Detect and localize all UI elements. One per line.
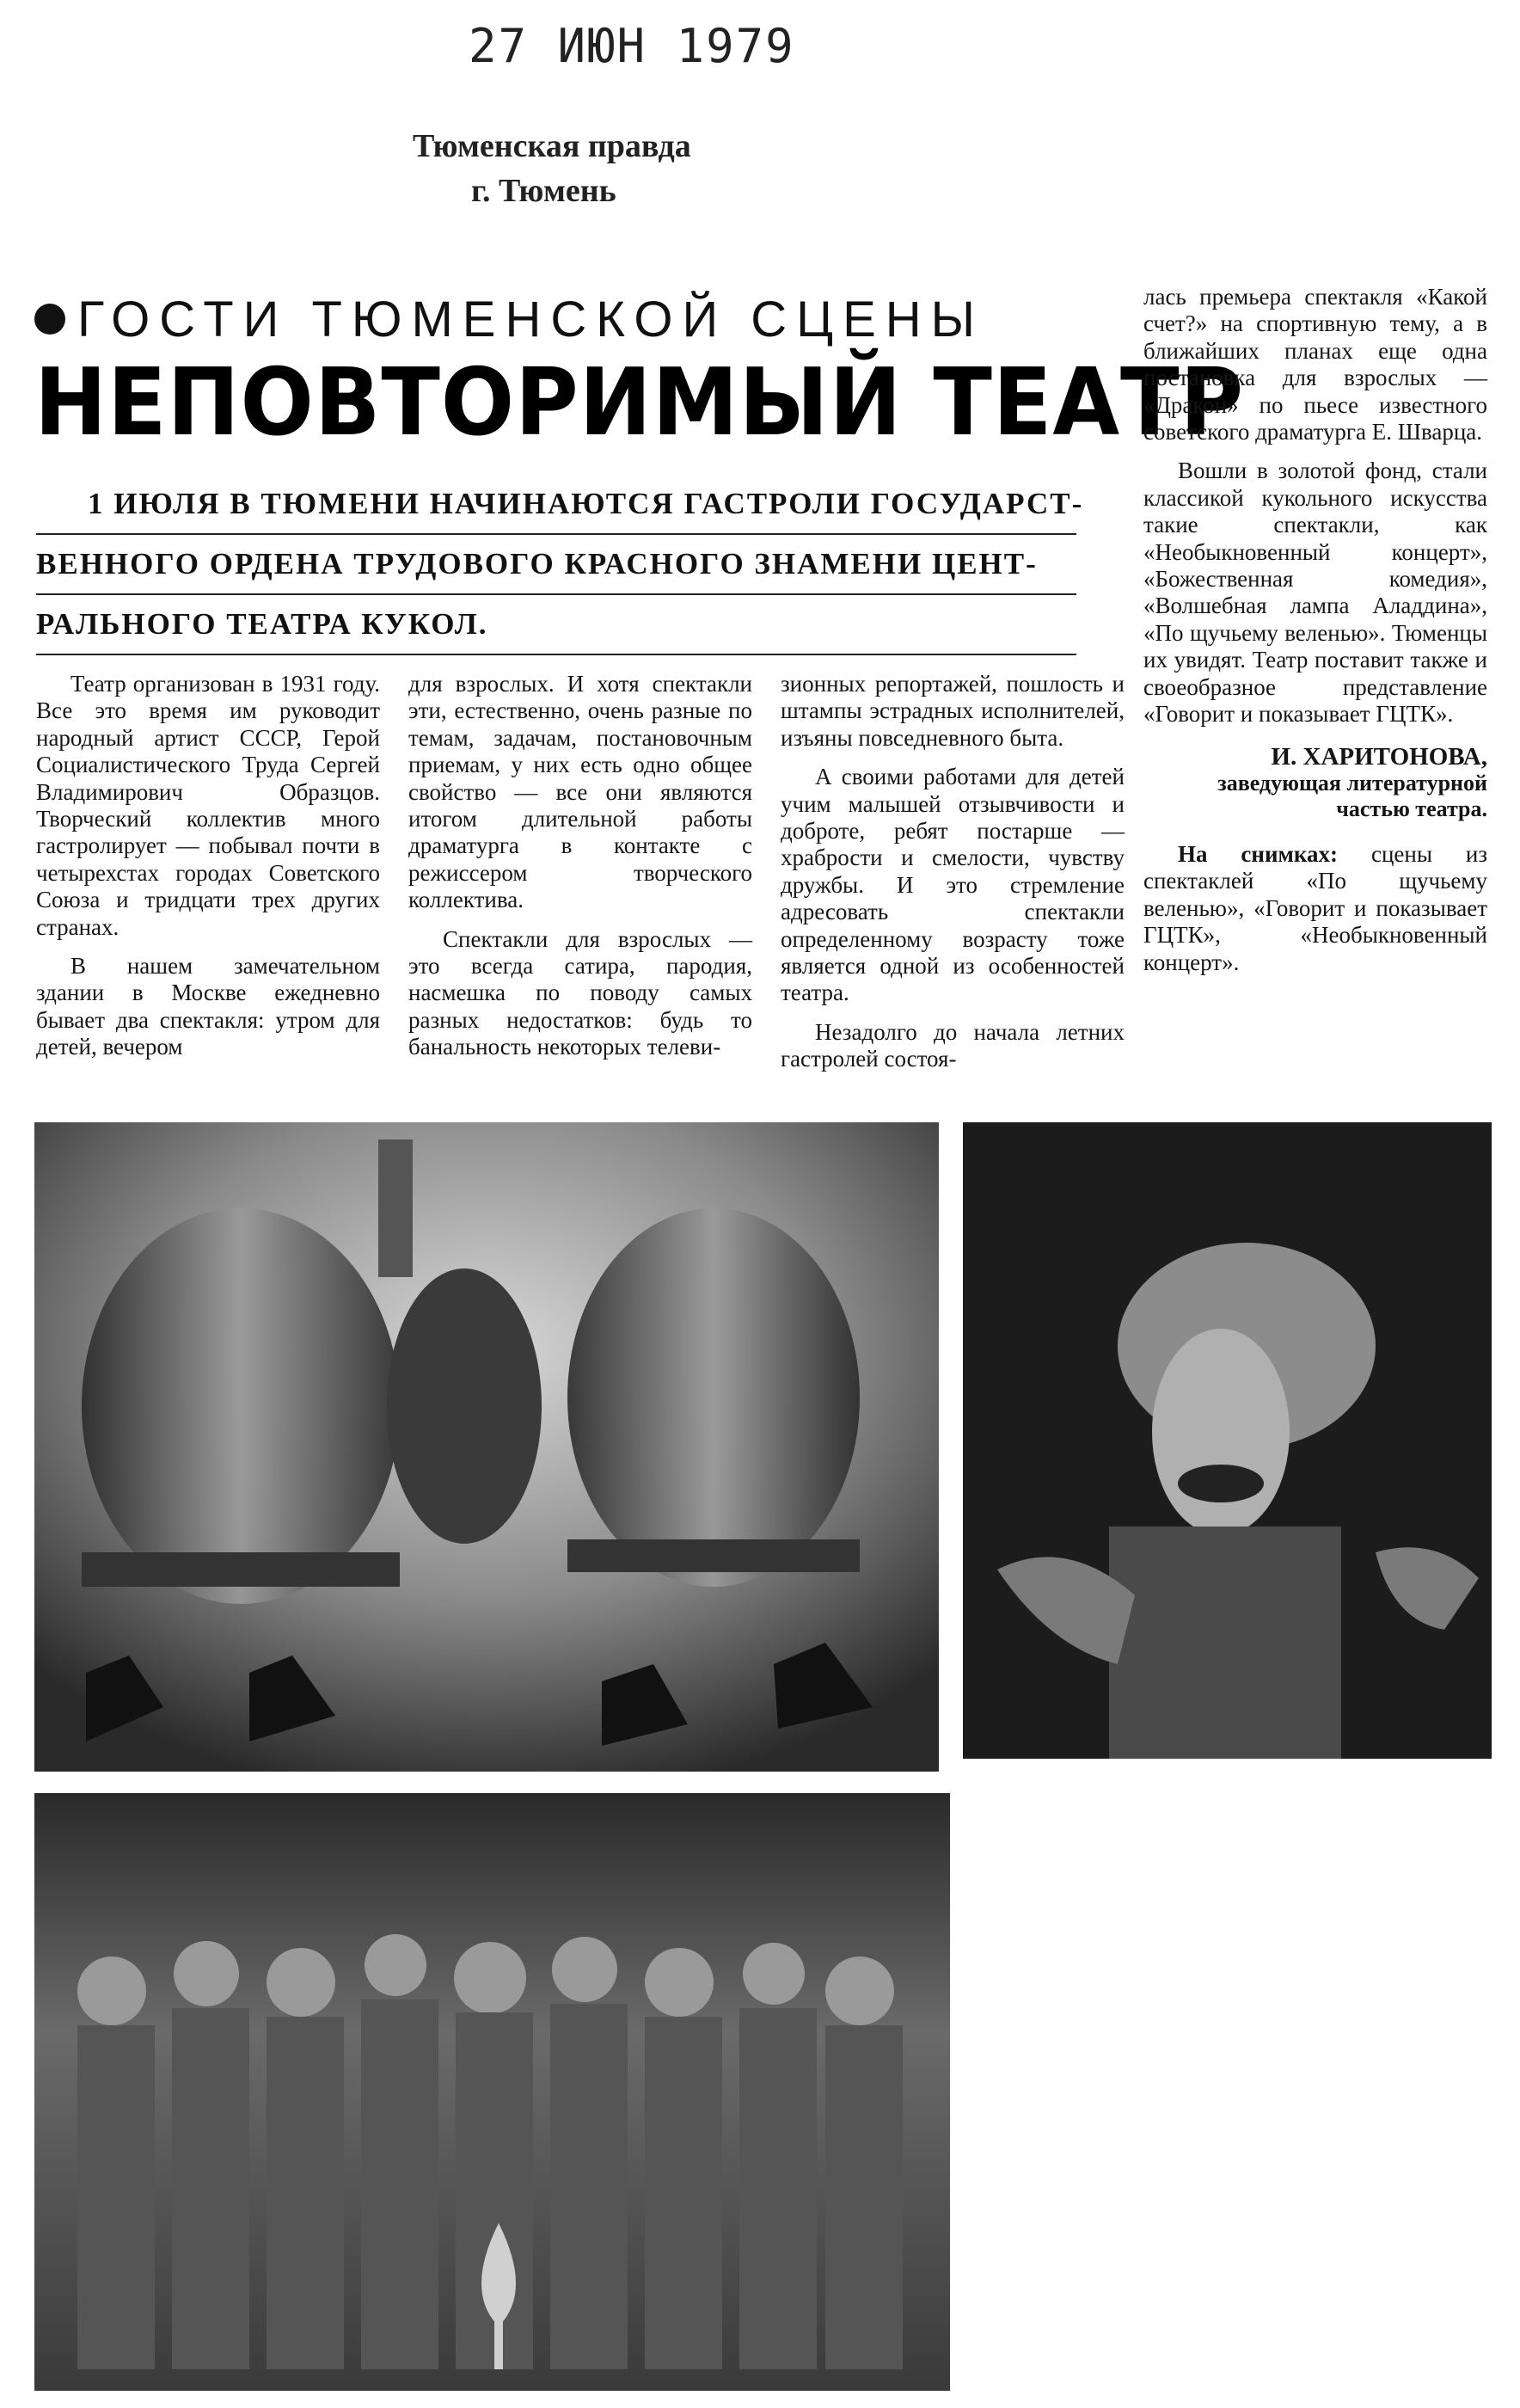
- article-column-2: [408, 671, 752, 1061]
- lead-line: РАЛЬНОГО ТЕАТРА КУКОЛ.: [36, 595, 1076, 655]
- newspaper-name-stamp: Тюменская правда: [413, 128, 691, 164]
- paragraph: для взрослых. И хотя спектакли эти, естественно, очень разные по темам, задачам, постановочным приемам, у них есть одно общее свойство — все они являются итогом длительной работы драматурга в контакте с режиссером творческого коллектива.: [408, 671, 752, 913]
- date-stamp: 27 ИЮН 1979: [469, 19, 795, 73]
- photo-barrels-scene: [34, 1122, 939, 1772]
- paragraph: Вошли в золотой фонд, стали классикой кукольного искусства такие спектакли, как «Необыкновенный концерт», «Божественная комедия», «Волшебная лампа Аладдина», «По щучьему веленью». Тюменцы их увидят. Театр поставит также и своеобразное представление «Говорит и показывает ГЦТК».: [1143, 458, 1487, 728]
- paragraph: Театр организован в 1931 году. Все это время им руководит народный артист СССР, Герой Социалистического Труда Сергей Владимирович Образцов. Творческий коллектив много гастролирует — побывал почти в четырехстах городах Советского Союза и тридцати трех других странах.: [36, 671, 380, 940]
- paragraph: Незадолго до начала летних гастролей состоя-: [781, 1018, 1125, 1072]
- article-column-3: [781, 671, 1125, 1073]
- rubric-kicker: [34, 291, 984, 348]
- paragraph: Спектакли для взрослых — это всегда сатира, пародия, насмешка по поводу самых разных недостатков: будь то банальность некоторых телеви-: [408, 925, 752, 1060]
- paragraph: зионных репортажей, пошлость и штампы эстрадных исполнителей, изъяны повседневного быта.: [781, 671, 1125, 751]
- photo-puppet-image: [963, 1122, 1492, 1759]
- lead-line: ВЕННОГО ОРДЕНА ТРУДОВОГО КРАСНОГО ЗНАМЕНИ ЦЕНТ-: [36, 535, 1076, 595]
- photo-caption-label: На снимках:: [1178, 840, 1339, 867]
- paragraph: В нашем замечательном здании в Москве ежедневно бывает два спектакля: утром для детей, вечером: [36, 953, 380, 1060]
- paragraph: А своими работами для детей учим малышей отзывчивости и доброте, ребят постарше — храбрости и смелости, чувству дружбы. И это стремление адресовать спектакли определенному возрасту тоже является одной из особенностей театра.: [781, 764, 1125, 1006]
- paragraph: лась премьера спектакля «Какой счет?» на спортивную тему, а в ближайших планах еще одна постановка для взрослых — «Дракон» по пьесе известного советского драматурга Е. Шварца.: [1143, 284, 1487, 445]
- article-headline: НЕПОВТОРИМЫЙ ТЕАТР: [34, 349, 1245, 457]
- article-column-1: [36, 671, 380, 1061]
- bullet-dot-icon: [34, 304, 65, 335]
- city-stamp: г. Тюмень: [471, 173, 616, 209]
- article-lead: [36, 475, 1084, 655]
- author-role: заведующая литературной частью театра.: [1217, 770, 1487, 821]
- article-column-4: [1143, 284, 1487, 976]
- photo-puppet-portrait: [963, 1122, 1492, 1759]
- rubric-kicker-text: ГОСТИ ТЮМЕНСКОЙ СЦЕНЫ: [77, 292, 985, 347]
- photo-caption: [1143, 841, 1487, 976]
- photo-caption-text: сцены из спектаклей «По щучьему веленью», «Говорит и показывает ГЦТК», «Необыкновенный концерт».: [1143, 840, 1488, 975]
- photo-crowd-image: [34, 1793, 950, 2391]
- author-name: И. ХАРИТОНОВА,: [1271, 742, 1487, 771]
- lead-line: 1 ИЮЛЯ В ТЮМЕНИ НАЧИНАЮТСЯ ГАСТРОЛИ ГОСУДАРСТ-: [36, 475, 1076, 535]
- photo-crowd-scene: [34, 1793, 950, 2391]
- photo-barrels-image: [34, 1122, 939, 1772]
